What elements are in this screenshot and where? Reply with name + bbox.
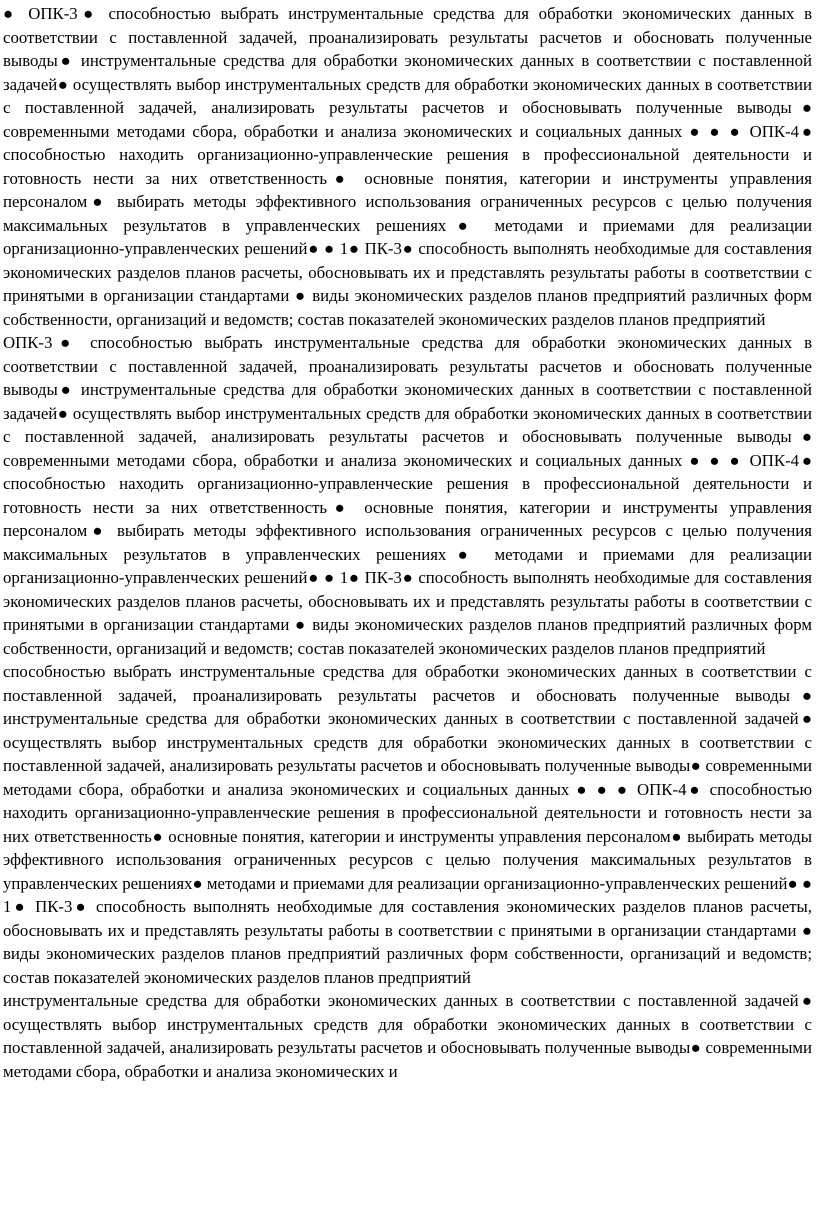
text-block-4: инструментальные средства для обработки экономических данных в соответствии с поставленной задачей● осуществлять выбор инструментальных средств для обработки экономических данных в соответствии с поставленной задачей, анализировать результаты расчетов и обосновывать полученные выводы● современными методами сбора, обработки и анализа экономических и <box>3 991 812 1081</box>
text-block-1: ● ОПК-3● способностью выбрать инструментальные средства для обработки экономических данных в соответствии с поставленной задачей, проанализировать результаты расчетов и обосновать полученные выводы● инструментальные средства для обработки экономических данных в соответствии с поставленной задачей● осуществлять выбор инструментальных средств для обработки экономических данных в соответствии с поставленной задачей, анализировать результаты расчетов и обосновывать полученные выводы● современными методами сбора, обработки и анализа экономических и социальных данных ● ● ● ОПК-4● способностью находить организационно-управленческие решения в профессиональной деятельности и готовность нести за них ответственность● основные понятия, категории и инструменты управления персоналом● выбирать методы эффективного использования ограниченных ресурсов с целью получения максимальных результатов в управленческих решениях● методами и приемами для реализации организационно-управленческих решений● ● 1● ПК-3● способность выполнять необходимые для составления экономических разделов планов расчеты, обосновывать их и представлять результаты работы в соответствии с принятыми в организации стандартами ● виды экономических разделов планов предприятий различных форм собственности, организаций и ведомств; состав показателей экономических разделов планов предприятий <box>3 4 812 329</box>
text-block-2: ОПК-3● способностью выбрать инструментальные средства для обработки экономических данных в соответствии с поставленной задачей, проанализировать результаты расчетов и обосновать полученные выводы● инструментальные средства для обработки экономических данных в соответствии с поставленной задачей● осуществлять выбор инструментальных средств для обработки экономических данных в соответствии с поставленной задачей, анализировать результаты расчетов и обосновывать полученные выводы● современными методами сбора, обработки и анализа экономических и социальных данных ● ● ● ОПК-4● способностью находить организационно-управленческие решения в профессиональной деятельности и готовность нести за них ответственность● основные понятия, категории и инструменты управления персоналом● выбирать методы эффективного использования ограниченных ресурсов с целью получения максимальных результатов в управленческих решениях● методами и приемами для реализации организационно-управленческих решений● ● 1● ПК-3● способность выполнять необходимые для составления экономических разделов планов расчеты, обосновывать их и представлять результаты работы в соответствии с принятыми в организации стандартами ● виды экономических разделов планов предприятий различных форм собственности, организаций и ведомств; состав показателей экономических разделов планов предприятий <box>3 333 812 658</box>
text-block-3: способностью выбрать инструментальные средства для обработки экономических данных в соответствии с поставленной задачей, проанализировать результаты расчетов и обосновать полученные выводы● инструментальные средства для обработки экономических данных в соответствии с поставленной задачей● осуществлять выбор инструментальных средств для обработки экономических данных в соответствии с поставленной задачей, анализировать результаты расчетов и обосновывать полученные выводы● современными методами сбора, обработки и анализа экономических и социальных данных ● ● ● ОПК-4● способностью находить организационно-управленческие решения в профессиональной деятельности и готовность нести за них ответственность● основные понятия, категории и инструменты управления персоналом● выбирать методы эффективного использования ограниченных ресурсов с целью получения максимальных результатов в управленческих решениях● методами и приемами для реализации организационно-управленческих решений● ● 1● ПК-3● способность выполнять необходимые для составления экономических разделов планов расчеты, обосновывать их и представлять результаты работы в соответствии с принятыми в организации стандартами ● виды экономических разделов планов предприятий различных форм собственности, организаций и ведомств; состав показателей экономических разделов планов предприятий <box>3 662 812 987</box>
